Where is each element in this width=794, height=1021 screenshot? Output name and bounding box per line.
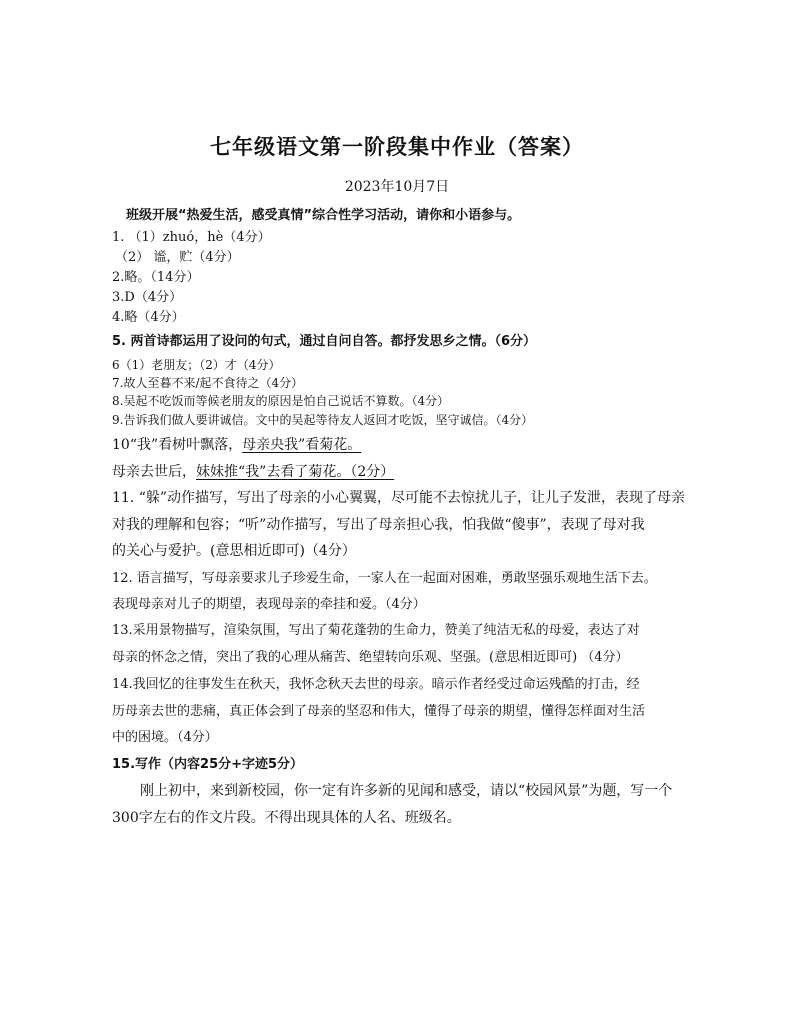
answer-4: 4.略（4分）: [112, 310, 185, 325]
answer-10-lead: 10“我”看树叶飘落，: [112, 437, 243, 453]
answer-11-line-1: 11. “躲”动作描写，写出了母亲的小心翼翼，尽可能不去惊扰儿子，让儿子发泄，表现了母亲: [112, 490, 686, 506]
answer-9: 9.告诉我们做人要讲诚信。文中的吴起等待友人返回才吃饭，坚守诚信。（4分）: [112, 413, 534, 427]
answer-2: 2.略。（14分）: [112, 270, 200, 285]
answer-3: 3.D（4分）: [112, 290, 183, 305]
answer-15: 15.写作（内容25分+字迹5分）: [112, 757, 304, 772]
answer-10-part-2: [112, 463, 394, 481]
answer-11-line-3: 的关心与爱护。(意思相近即可)（4分）: [112, 543, 356, 559]
answer-14-line-1: 14.我回忆的往事发生在秋天，我怀念秋天去世的母亲。暗示作者经受过命运残酷的打击，经: [112, 677, 640, 692]
intro-line: 班级开展“热爱生活，感受真情”综合性学习活动，请你和小语参与。: [126, 208, 521, 223]
answer-6: 6（1）老朋友；（2）才（4分）: [112, 358, 281, 372]
answer-12-line-1: 12. 语言描写，写母亲要求儿子珍爱生命，一家人在一起面对困难，勇敢坚强乐观地生活下去。: [112, 571, 657, 586]
answer-1-part-2: （2） 谧，贮（4分）: [115, 250, 240, 265]
answer-5: 5. 两首诗都运用了设问的句式，通过自问自答。都抒发思乡之情。（6分）: [112, 334, 537, 349]
answer-1: 1. （1）zhuó，hè（4分）: [112, 230, 271, 245]
answer-14-line-2: 历母亲去世的悲痛，真正体会到了母亲的坚忍和伟大，懂得了母亲的期望，懂得怎样面对生活: [112, 704, 646, 719]
answer-11-line-2: 对我的理解和包容；“听”动作描写，写出了母亲担心我，怕我做“傻事”，表现了母对我: [112, 517, 645, 533]
answer-10: [112, 436, 361, 454]
document-title: 七年级语文第一阶段集中作业（答案）: [210, 135, 584, 159]
answer-14-line-3: 中的困境。（4分）: [112, 730, 218, 745]
answer-15-prompt-line-2: 300字左右的作文片段。不得出现具体的人名、班级名。: [112, 810, 461, 826]
answer-10-underlined: 母亲央我”看菊花。: [242, 437, 362, 453]
document-date: 2023年10月7日: [344, 179, 450, 195]
answer-7: 7.故人至暮不来/起不食待之（4分）: [112, 376, 304, 390]
answer-12-line-2: 表现母亲对儿子的期望，表现母亲的牵挂和爱。（4分）: [112, 597, 426, 612]
answer-13-line-2: 母亲的怀念之情，突出了我的心理从痛苦、绝望转向乐观、坚强。(意思相近即可) （4分）: [112, 650, 629, 665]
answer-10b-lead: 母亲去世后，: [112, 464, 196, 480]
answer-13-line-1: 13.采用景物描写，渲染氛围，写出了菊花蓬勃的生命力，赞美了纯洁无私的母爱，表达了对: [112, 623, 640, 638]
answer-15-prompt-line-1: 刚上初中，来到新校园，你一定有许多新的见闻和感受，请以“校园风景”为题，写一个: [140, 783, 673, 799]
answer-8: 8.吴起不吃饭而等候老朋友的原因是怕自己说话不算数。（4分）: [112, 394, 450, 408]
answer-10b-underlined: 妹妹推“我”去看了菊花。（2分）: [196, 464, 395, 480]
